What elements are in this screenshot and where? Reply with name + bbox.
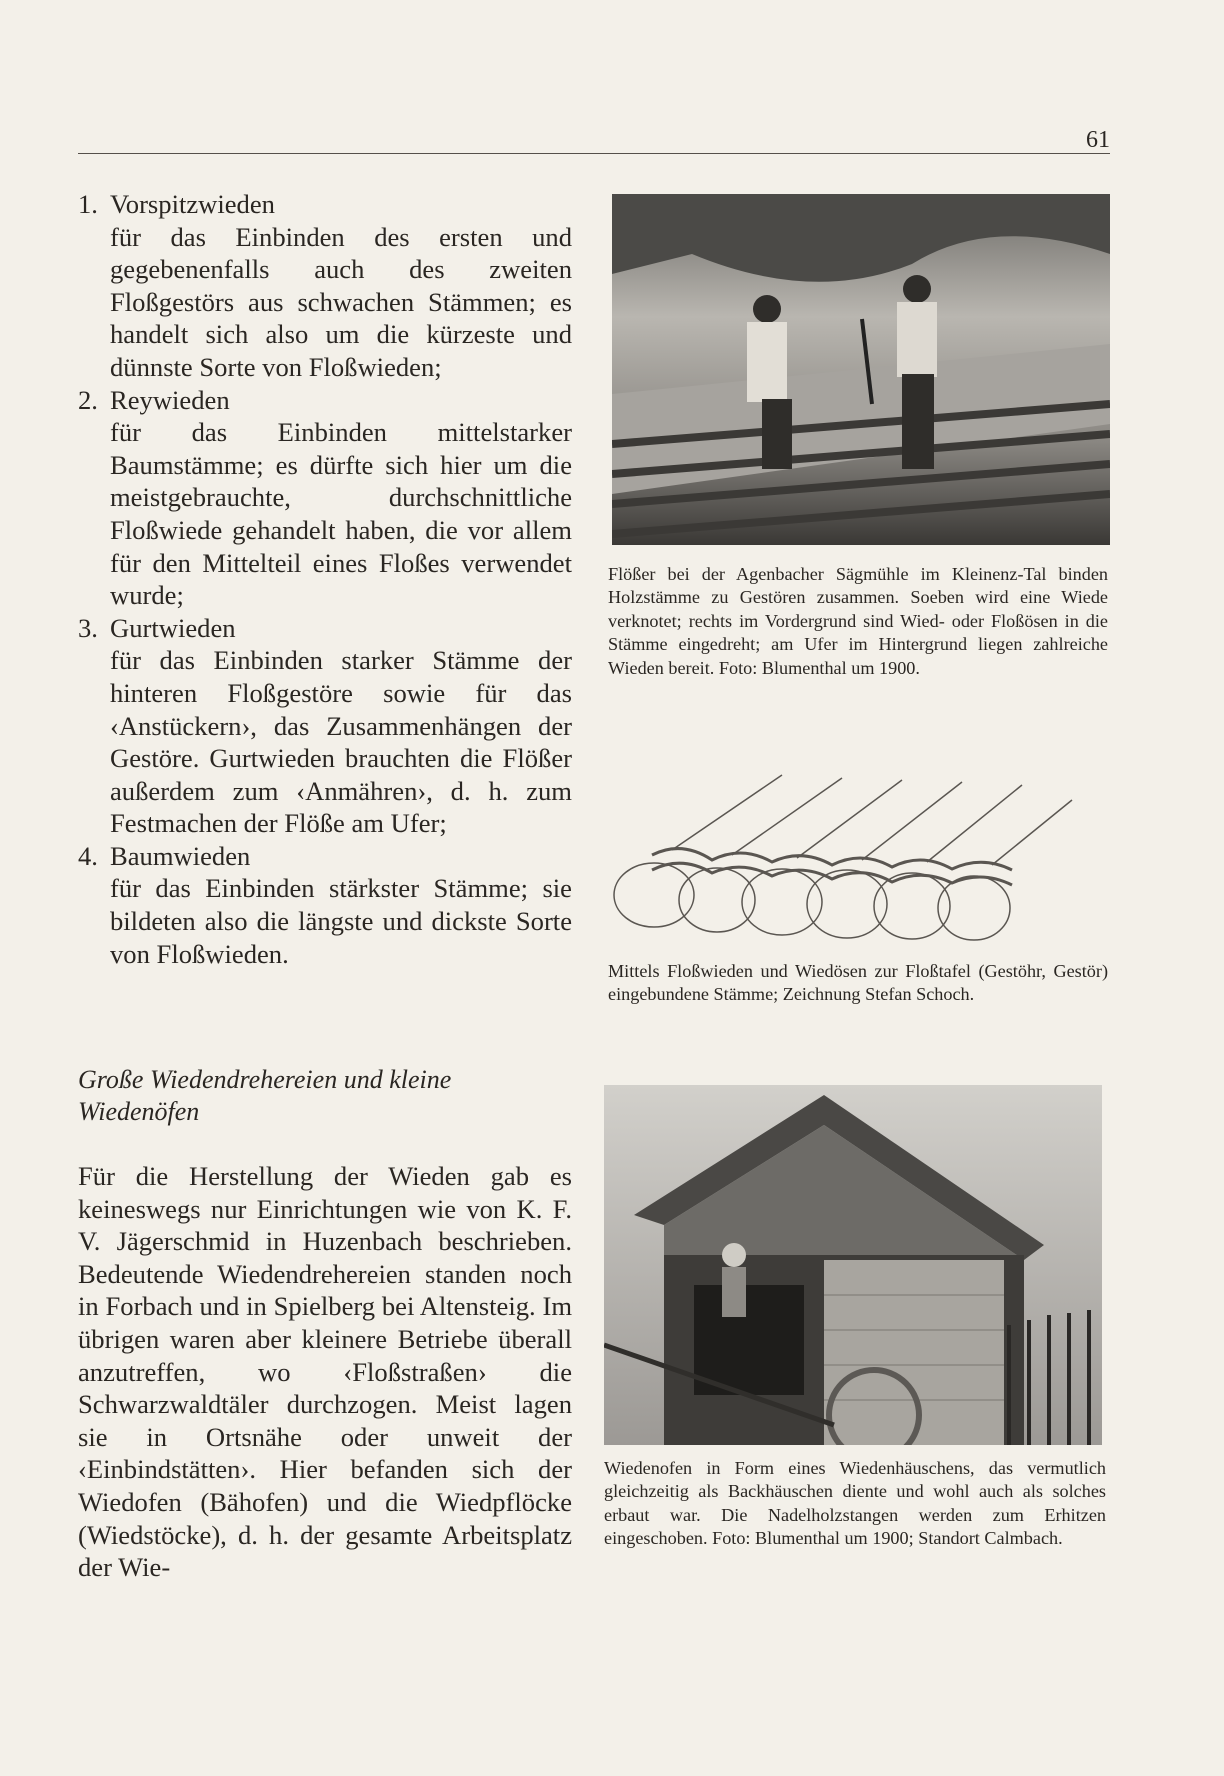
- list-number: 2.: [78, 384, 98, 415]
- list-item: [78, 188, 572, 384]
- body-paragraph: Für die Herstellung der Wieden gab es keineswegs nur Einrichtungen wie von K. F. V. Jägerschmid in Huzenbach beschrieben. Bedeutende Wiedendrehereien standen noch in Forbach und in Spielberg bei Altensteig. Im übrigen waren aber kleinere Betriebe überall anzutreffen, wo ‹Floßstraßen› die Schwarzwaldtäler durchzogen. Meist lagen sie in Ortsnähe oder unweit der ‹Einbindstätten›. Hier befanden sich der Wiedofen (Bähofen) und die Wiedpflöcke (Wiedstöcke), d. h. der gesamte Arbeitsplatz der Wie-: [78, 1161, 572, 1583]
- section-heading: Große Wiedendrehereien und kleine Wiedenöfen: [78, 1065, 452, 1126]
- list-number: 4.: [78, 840, 98, 871]
- list-text: für das Einbinden stärkster Stämme; sie bildeten also die längste und dickste Sorte von Floßwieden.: [110, 873, 572, 969]
- wieden-list: [78, 188, 572, 970]
- list-item: [78, 384, 572, 612]
- list-item: [78, 612, 572, 840]
- list-title: Baumwieden: [110, 840, 251, 871]
- header-rule: [78, 153, 1110, 154]
- photo-withe-oven: [604, 1085, 1102, 1445]
- list-title: Reywieden: [110, 384, 230, 415]
- list-item: [78, 840, 572, 970]
- list-text: für das Einbinden mittelstarker Baumstämme; es dürfte sich hier um die meistgebrauchte, durchschnittliche Floßwiede gehandelt haben, die vor allem für den Mittelteil eines Floßes verwendet wurde;: [110, 417, 572, 611]
- list-text: für das Einbinden starker Stämme der hinteren Floßgestöre sowie für das ‹Anstückern›, das Zusammenhängen der Gestöre. Gurtwieden brauchten die Flößer außerdem zum ‹Anmähren›, d. h. zum Festmachen der Flöße am Ufer;: [110, 645, 572, 839]
- list-text: für das Einbinden des ersten und gegebenenfalls auch des zweiten Floßgestörs aus schwachen Stämmen; es handelt sich also um die kürzeste und dünnste Sorte von Floßwieden;: [110, 221, 572, 382]
- drawing-caption: Mittels Floßwieden und Wiedösen zur Floßtafel (Gestöhr, Gestör) eingebundene Stämme; Zeichnung Stefan Schoch.: [608, 961, 1108, 1005]
- list-number: 1.: [78, 189, 98, 219]
- list-number: 3.: [78, 612, 98, 643]
- page-number: 61: [1086, 127, 1110, 153]
- list-title: Gurtwieden: [110, 612, 236, 643]
- drawing-raft-logs: [612, 770, 1110, 950]
- photo-raftsmen: [612, 194, 1110, 545]
- photo-caption: Wiedenofen in Form eines Wiedenhäuschens, das vermutlich gleichzeitig als Backhäuschen diente und wohl auch als solches erbaut war. Die Nadelholzstangen werden zum Erhitzen eingeschoben. Foto: Blumenthal um 1900; Standort Calmbach.: [604, 1458, 1106, 1549]
- photo-caption: Flößer bei der Agenbacher Sägmühle im Kleinenz-Tal binden Holzstämme zu Gestören zusammen. Soeben wird eine Wiede verknotet; rechts im Vordergrund sind Wied- oder Floßösen in die Stämme eingedreht; am Ufer im Hintergrund liegen zahlreiche Wieden bereit. Foto: Blumenthal um 1900.: [608, 564, 1108, 678]
- list-title: Vorspitzwieden: [110, 189, 275, 219]
